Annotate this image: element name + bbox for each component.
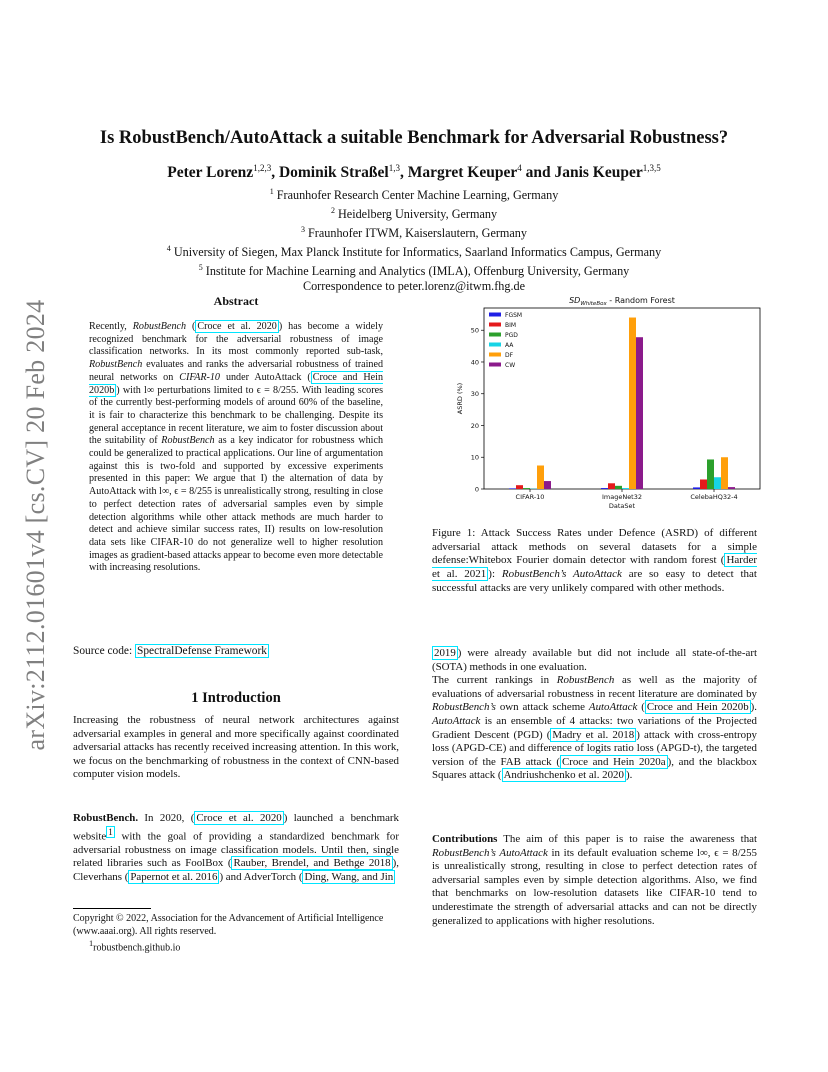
bar-fgsm-celebahq32-4 <box>693 487 700 489</box>
bar-cw-cifar-10 <box>544 481 551 489</box>
legend-label-bim: BIM <box>505 322 517 329</box>
citation-link[interactable]: Croce et al. 2020 <box>196 812 282 824</box>
abstract-heading: Abstract <box>213 294 259 308</box>
bar-df-celebahq32-4 <box>721 457 728 489</box>
legend-label-df: DF <box>505 352 514 359</box>
bar-chart-svg <box>442 293 772 513</box>
intro-paragraph: Increasing the robustness of neural network architectures against adversarial examples in general and more specifically against coordinated adversarial attacks has recently received increasing attention. In this work, we focus on the benchmarking of robustness in the context of CNN-based computer vision models. <box>73 714 399 781</box>
citation-link[interactable]: Croce and Hein 2020a <box>561 755 666 768</box>
citation-link[interactable]: Croce and Hein 2020b <box>89 371 384 396</box>
bar-fgsm-cifar-10 <box>509 488 516 489</box>
citation-link[interactable]: Madry et al. 2018 <box>552 728 635 741</box>
citation-link[interactable]: Andriushchenko et al. 2020 <box>503 769 624 782</box>
legend-label-aa: AA <box>505 342 514 349</box>
footnote-link[interactable]: 1 <box>108 826 113 837</box>
source-code-line: Source code: SpectralDefense Framework <box>73 645 267 657</box>
legend-swatch-bim <box>489 323 501 327</box>
y-tick-label: 50 <box>470 326 479 335</box>
x-tick-label: CIFAR-10 <box>515 493 545 501</box>
bar-bim-celebahq32-4 <box>700 479 707 489</box>
legend-label-fgsm: FGSM <box>505 312 523 319</box>
bar-pgd-imagenet32 <box>615 486 622 489</box>
bar-cw-imagenet32 <box>636 337 643 489</box>
author-list: Peter Lorenz$^{1,2,3}$, Dominik Straßel$^{1,3}$, Margret Keuper$^4$ and Janis Keuper$^{1,3,5}$ <box>167 163 661 182</box>
x-axis-label: DataSet <box>608 502 636 510</box>
x-tick-label: CelebaHQ32-4 <box>690 493 738 501</box>
legend-swatch-cw <box>489 363 501 367</box>
bar-pgd-celebahq32-4 <box>707 459 714 489</box>
affiliation: $^4$ University of Siegen, Max Planck Institute for Informatics, Saarland Informatics Campus, Germany <box>166 244 662 260</box>
citation-link[interactable]: 2019 <box>434 647 456 659</box>
chart-title: $SD_{WhiteBox}$ - Random Forest <box>569 296 675 307</box>
paper-title: Is RobustBench/AutoAttack a suitable Benchmark for Adversarial Robustness? <box>99 128 729 148</box>
bar-aa-imagenet32 <box>622 488 629 489</box>
legend-swatch-df <box>489 353 501 357</box>
robustbench-paragraph: RobustBench. In 2020, ( Croce et al. 2020 ) launched a benchmark website $^1$ with the goal of providing a standardized benchmark for adversarial robustness on image classification models. Until then, single related libraries such as FoolBox ( Rauber, Brendel, and Bethge 2018 ), Cleverhans ( Papernot et al. 2016 ) and AdverTorch ( Ding, Wang, and Jin <box>73 812 399 883</box>
copyright-notice: Copyright © 2022, Association for the Advancement of Artificial Intelligence (www.aaai.org). All rights reserved. <box>73 913 384 937</box>
citation-link[interactable]: Ding, Wang, and Jin <box>304 871 394 883</box>
y-tick-label: 20 <box>470 421 479 430</box>
citation-link[interactable]: Harder et al. 2021 <box>432 554 757 581</box>
affiliations <box>60 184 768 294</box>
citation-link[interactable]: Croce et al. 2020 <box>197 321 277 332</box>
legend-swatch-pgd <box>489 333 501 337</box>
contributions-paragraph: Contributions The aim of this paper is to raise the awareness that RobustBench’s AutoAttack in its default evaluation scheme l∞, ϵ = 8/255 is unrealistically strong, resulting in close to perfect detection rates of adversarial samples even by simple detection algorithms. Also, we find that benchmarks on low-resolution datasets like CIFAR-10 tend to underestimate the strength of adversarial attacks and can not be directly generalized to applications with higher resolutions. <box>432 833 757 927</box>
y-axis-label: ASRD (%) <box>456 382 464 415</box>
affiliation: $^2$ Heidelberg University, Germany <box>330 206 498 222</box>
source-code-link[interactable]: SpectralDefense Framework <box>137 645 267 657</box>
legend-swatch-aa <box>489 343 501 347</box>
bar-df-cifar-10 <box>537 466 544 489</box>
plot-frame <box>484 308 760 489</box>
bar-aa-celebahq32-4 <box>714 477 721 489</box>
footnote-divider <box>73 908 151 909</box>
affiliation: $^1$ Fraunhofer Research Center Machine Learning, Germany <box>269 187 559 203</box>
bar-df-imagenet32 <box>629 318 636 489</box>
abstract-text: Recently, RobustBench ( Croce et al. 2020 ) has become a widely recognized benchmark for the adversarial robustness of image classification networks. In its most commonly reported sub-task, RobustBench evaluates and ranks the adversarial robustness of trained neural networks on CIFAR-10 under AutoAttack ( Croce and Hein 2020b ) with l∞ perturbations limited to ϵ = 8/255. With leading scores of the currently best-performing models of around 60% of the baseline, it is fair to characterize this benchmark to be challenging. Despite its general acceptance in recent literature, we aim to foster discussion about the suitability of RobustBench as a key indicator for robustness which could be generalized to practical applications. Our line of argumentation against this is two-fold and supported by excessive experiments presented in this paper: We argue that I) the alternation of data by AutoAttack with l∞, ϵ = 8/255 is unrealistically strong, resulting in close to perfect detection rates of adversarial samples even by simple detection algorithms while other attack methods are much harder to detect and achieve similar success rates, II) results on low-resolution data sets like CIFAR-10 do not generalize well to higher resolution images as gradient-based attacks appear to become even more detectable with increasing resolutions. <box>89 321 384 574</box>
footnote-item: $^1$robustbench.github.io <box>89 939 181 954</box>
x-tick-label: ImageNet32 <box>601 493 643 501</box>
arxiv-identifier: arXiv:2112.01601v4 [cs.CV] 20 Feb 2024 <box>21 299 50 751</box>
footnote-block <box>73 913 399 955</box>
bar-bim-imagenet32 <box>608 483 615 489</box>
figure-1-chart <box>442 293 772 513</box>
bar-cw-celebahq32-4 <box>728 487 735 489</box>
bar-pgd-cifar-10 <box>523 488 530 489</box>
section-heading-introduction: 1 Introduction <box>191 690 281 706</box>
citation-link[interactable]: Croce and Hein 2020b <box>646 701 749 714</box>
bar-fgsm-imagenet32 <box>601 488 608 489</box>
legend-swatch-fgsm <box>489 313 501 317</box>
y-tick-label: 30 <box>470 390 479 399</box>
y-tick-label: 0 <box>474 485 479 494</box>
correspondence: Correspondence to peter.lorenz@itwm.fhg.de <box>302 279 526 294</box>
right-column-paragraph: 2019 ) were already available but did not include all state-of-the-art (SOTA) methods in one evaluation. The current rankings in RobustBench as well as the majority of evaluations of adversarial robustness in recent literature are dominated by RobustBench’s own attack scheme AutoAttack ( Croce and Hein 2020b ). AutoAttack is an ensemble of 4 attacks: two variations of the Projected Gradient Descent (PGD) ( Madry et al. 2018 ) attack with cross-entropy loss (APGD-CE) and difference of logits ratio loss (APGD-t), the targeted version of the FAB attack ( Croce and Hein 2020a ), and the blackbox Squares attack ( Andriushchenko et al. 2020 ). <box>432 647 757 782</box>
y-tick-label: 40 <box>470 358 479 367</box>
bar-bim-cifar-10 <box>516 485 523 489</box>
legend-label-cw: CW <box>505 362 516 369</box>
figure-1-caption: Figure 1: Attack Success Rates under Defence (ASRD) of different adversarial attack methods on several datasets for a simple defense:Whitebox Fourier domain detector with random forest ( Harder et al. 2021 ): RobustBench’s AutoAttack are so easy to detect that successful attacks are very unlikely compared with other methods. <box>432 527 757 594</box>
legend-label-pgd: PGD <box>505 332 518 339</box>
affiliation: $^3$ Fraunhofer ITWM, Kaiserslautern, Germany <box>300 225 527 241</box>
citation-link[interactable]: Rauber, Brendel, and Bethge 2018 <box>233 857 391 870</box>
affiliation: $^5$ Institute for Machine Learning and Analytics (IMLA), Offenburg University, Germany <box>198 263 630 279</box>
citation-link[interactable]: Papernot et al. 2016 <box>130 871 218 883</box>
y-tick-label: 10 <box>470 453 479 462</box>
